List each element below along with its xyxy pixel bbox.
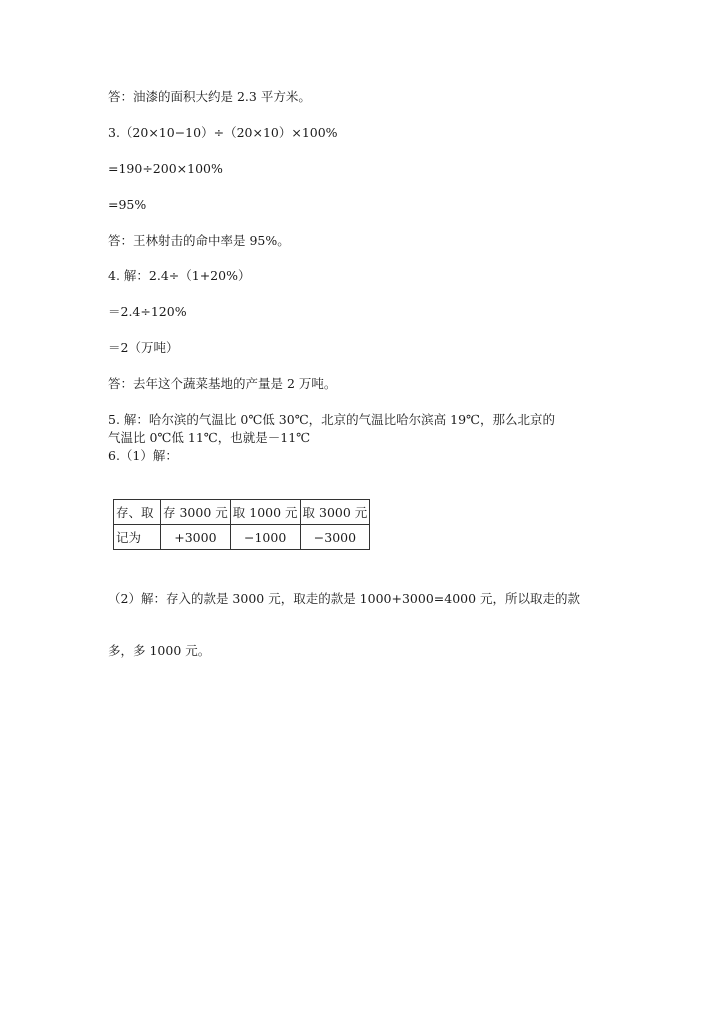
table-cell: −1000 (230, 525, 300, 550)
problem-3-step-2: =95% (108, 197, 147, 212)
problem-5-line-2: 气温比 0℃低 11℃，也就是－11℃ (108, 430, 311, 445)
answer-hit-rate: 答：王林射击的命中率是 95%。 (108, 233, 290, 248)
problem-6-part-2-line-1: （2）解：存入的款是 3000 元，取走的款是 1000+3000=4000 元，所以取走的款 (108, 591, 581, 606)
table-header-cell: 存、取 (114, 500, 161, 525)
table-cell: +3000 (161, 525, 231, 550)
problem-4-expression: 4. 解：2.4÷（1+20%） (108, 268, 251, 283)
problem-5-line-1: 5. 解：哈尔滨的气温比 0℃低 30℃，北京的气温比哈尔滨高 19℃，那么北京的 (108, 412, 556, 427)
problem-4-step-1: ＝2.4÷120% (108, 304, 187, 319)
problem-3-expression: 3.（20×10−10）÷（20×10）×100% (108, 125, 338, 140)
problem-4-step-2: ＝2（万吨） (108, 340, 179, 355)
problem-3-step-1: =190÷200×100% (108, 161, 223, 176)
table-cell: −3000 (300, 525, 370, 550)
deposit-withdraw-table (113, 499, 370, 550)
table-row (114, 500, 370, 525)
table-cell: 记为 (114, 525, 161, 550)
answer-vegetable-output: 答：去年这个蔬菜基地的产量是 2 万吨。 (108, 376, 337, 391)
table-row (114, 525, 370, 550)
problem-6-part-2-line-2: 多，多 1000 元。 (108, 643, 211, 658)
table-header-cell: 存 3000 元 (161, 500, 231, 525)
problem-6-part-1-label: 6.（1）解： (108, 448, 178, 463)
table-header-cell: 取 1000 元 (230, 500, 300, 525)
table-header-cell: 取 3000 元 (300, 500, 370, 525)
answer-paint-area: 答：油漆的面积大约是 2.3 平方米。 (108, 89, 311, 104)
